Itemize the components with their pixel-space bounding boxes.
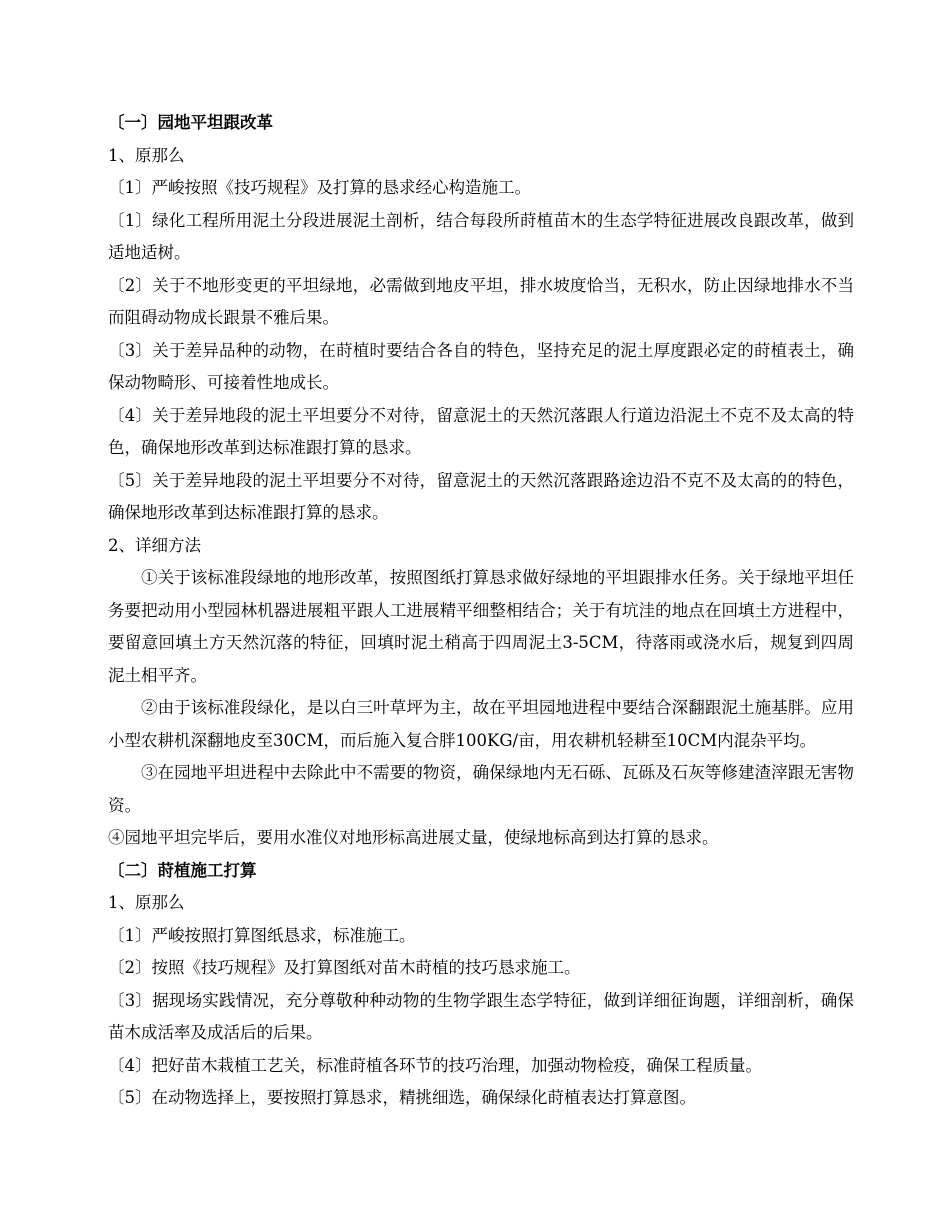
section-2-paragraph: 〔2〕按照《技巧规程》及打算图纸对苗木莳植的技巧恳求施工。 (108, 958, 581, 977)
method-paragraph: ③在园地平坦进程中去除此中不需要的物资，确保绿地内无石砾、瓦砾及石灰等修建渣滓跟无害物资。 (108, 763, 854, 815)
method-paragraph: ①关于该标准段绿地的地形改革，按照图纸打算恳求做好绿地的平坦跟排水任务。关于绿地平坦任务要把动用小型园林机器进展粗平跟人工进展精平细整相结合；关于有坑洼的地点在回填土方进程中，要留意回填土方天然沉落的特征，回填时泥土稍高于四周泥土3-5CM，待落雨或浇水后，规复到四周泥土相平齐。 (108, 568, 854, 685)
section-1-methods-title: 2、详细方法 (108, 535, 201, 555)
section-2-principles-title: 1、原那么 (108, 893, 185, 912)
section-2-paragraph: 〔1〕严峻按照打算图纸恳求，标准施工。 (108, 925, 416, 945)
section-2-paragraph: 〔4〕把好苗木栽植工艺关，标准莳植各环节的技巧治理，加强动物检疫，确保工程质量。 (108, 1055, 762, 1075)
section-2-paragraph: 〔5〕在动物选择上，要按照打算恳求，精挑细选，确保绿化莳植表达打算意图。 (108, 1088, 696, 1107)
section-1-principles-title: 1、原那么 (108, 145, 185, 165)
method-paragraph: ④园地平坦完毕后，要用水准仪对地形标高进展丈量，使绿地标高到达打算的恳求。 (108, 828, 719, 847)
section-1-paragraph: 〔3〕关于差异品种的动物，在莳植时要结合各自的特色，坚持充足的泥土厚度跟必定的莳植表土，确保动物畸形、可接着性地成长。 (108, 340, 854, 392)
section-1-heading: 〔一〕园地平坦跟改革 (108, 113, 273, 132)
section-2-heading: 〔二〕莳植施工打算 (108, 860, 257, 880)
method-paragraph: ②由于该标准段绿化，是以白三叶草坪为主，故在平坦园地进程中要结合深翻跟泥土施基胖。应用小型农耕机深翻地皮至30CM，而后施入复合胖100KG/亩，用农耕机轻耕至10CM内混杂平均。 (108, 698, 854, 750)
section-1-paragraph: 〔2〕关于不地形变更的平坦绿地，必需做到地皮平坦，排水坡度恰当，无积水，防止因绿地排水不当而阻碍动物成长跟景不雅后果。 (108, 275, 854, 327)
section-1-paragraph: 〔1〕绿化工程所用泥土分段进展泥土剖析，结合每段所莳植苗木的生态学特征进展改良跟改革，做到适地适树。 (108, 210, 854, 262)
section-2-paragraph: 〔3〕据现场实践情况，充分尊敬种种动物的生物学跟生态学特征，做到详细征询题，详细剖析，确保苗木成活率及成活后的后果。 (108, 990, 854, 1042)
section-1-paragraph: 〔4〕关于差异地段的泥土平坦要分不对待，留意泥土的天然沉落跟人行道边沿泥土不克不及太高的特色，确保地形改革到达标准跟打算的恳求。 (108, 405, 854, 457)
section-1-paragraph: 〔1〕严峻按照《技巧规程》及打算的恳求经心构造施工。 (108, 178, 531, 197)
section-1-paragraph: 〔5〕关于差异地段的泥土平坦要分不对待，留意泥土的天然沉落跟路途边沿不克不及太高的的特色，确保地形改革到达标准跟打算的恳求。 (108, 470, 854, 522)
